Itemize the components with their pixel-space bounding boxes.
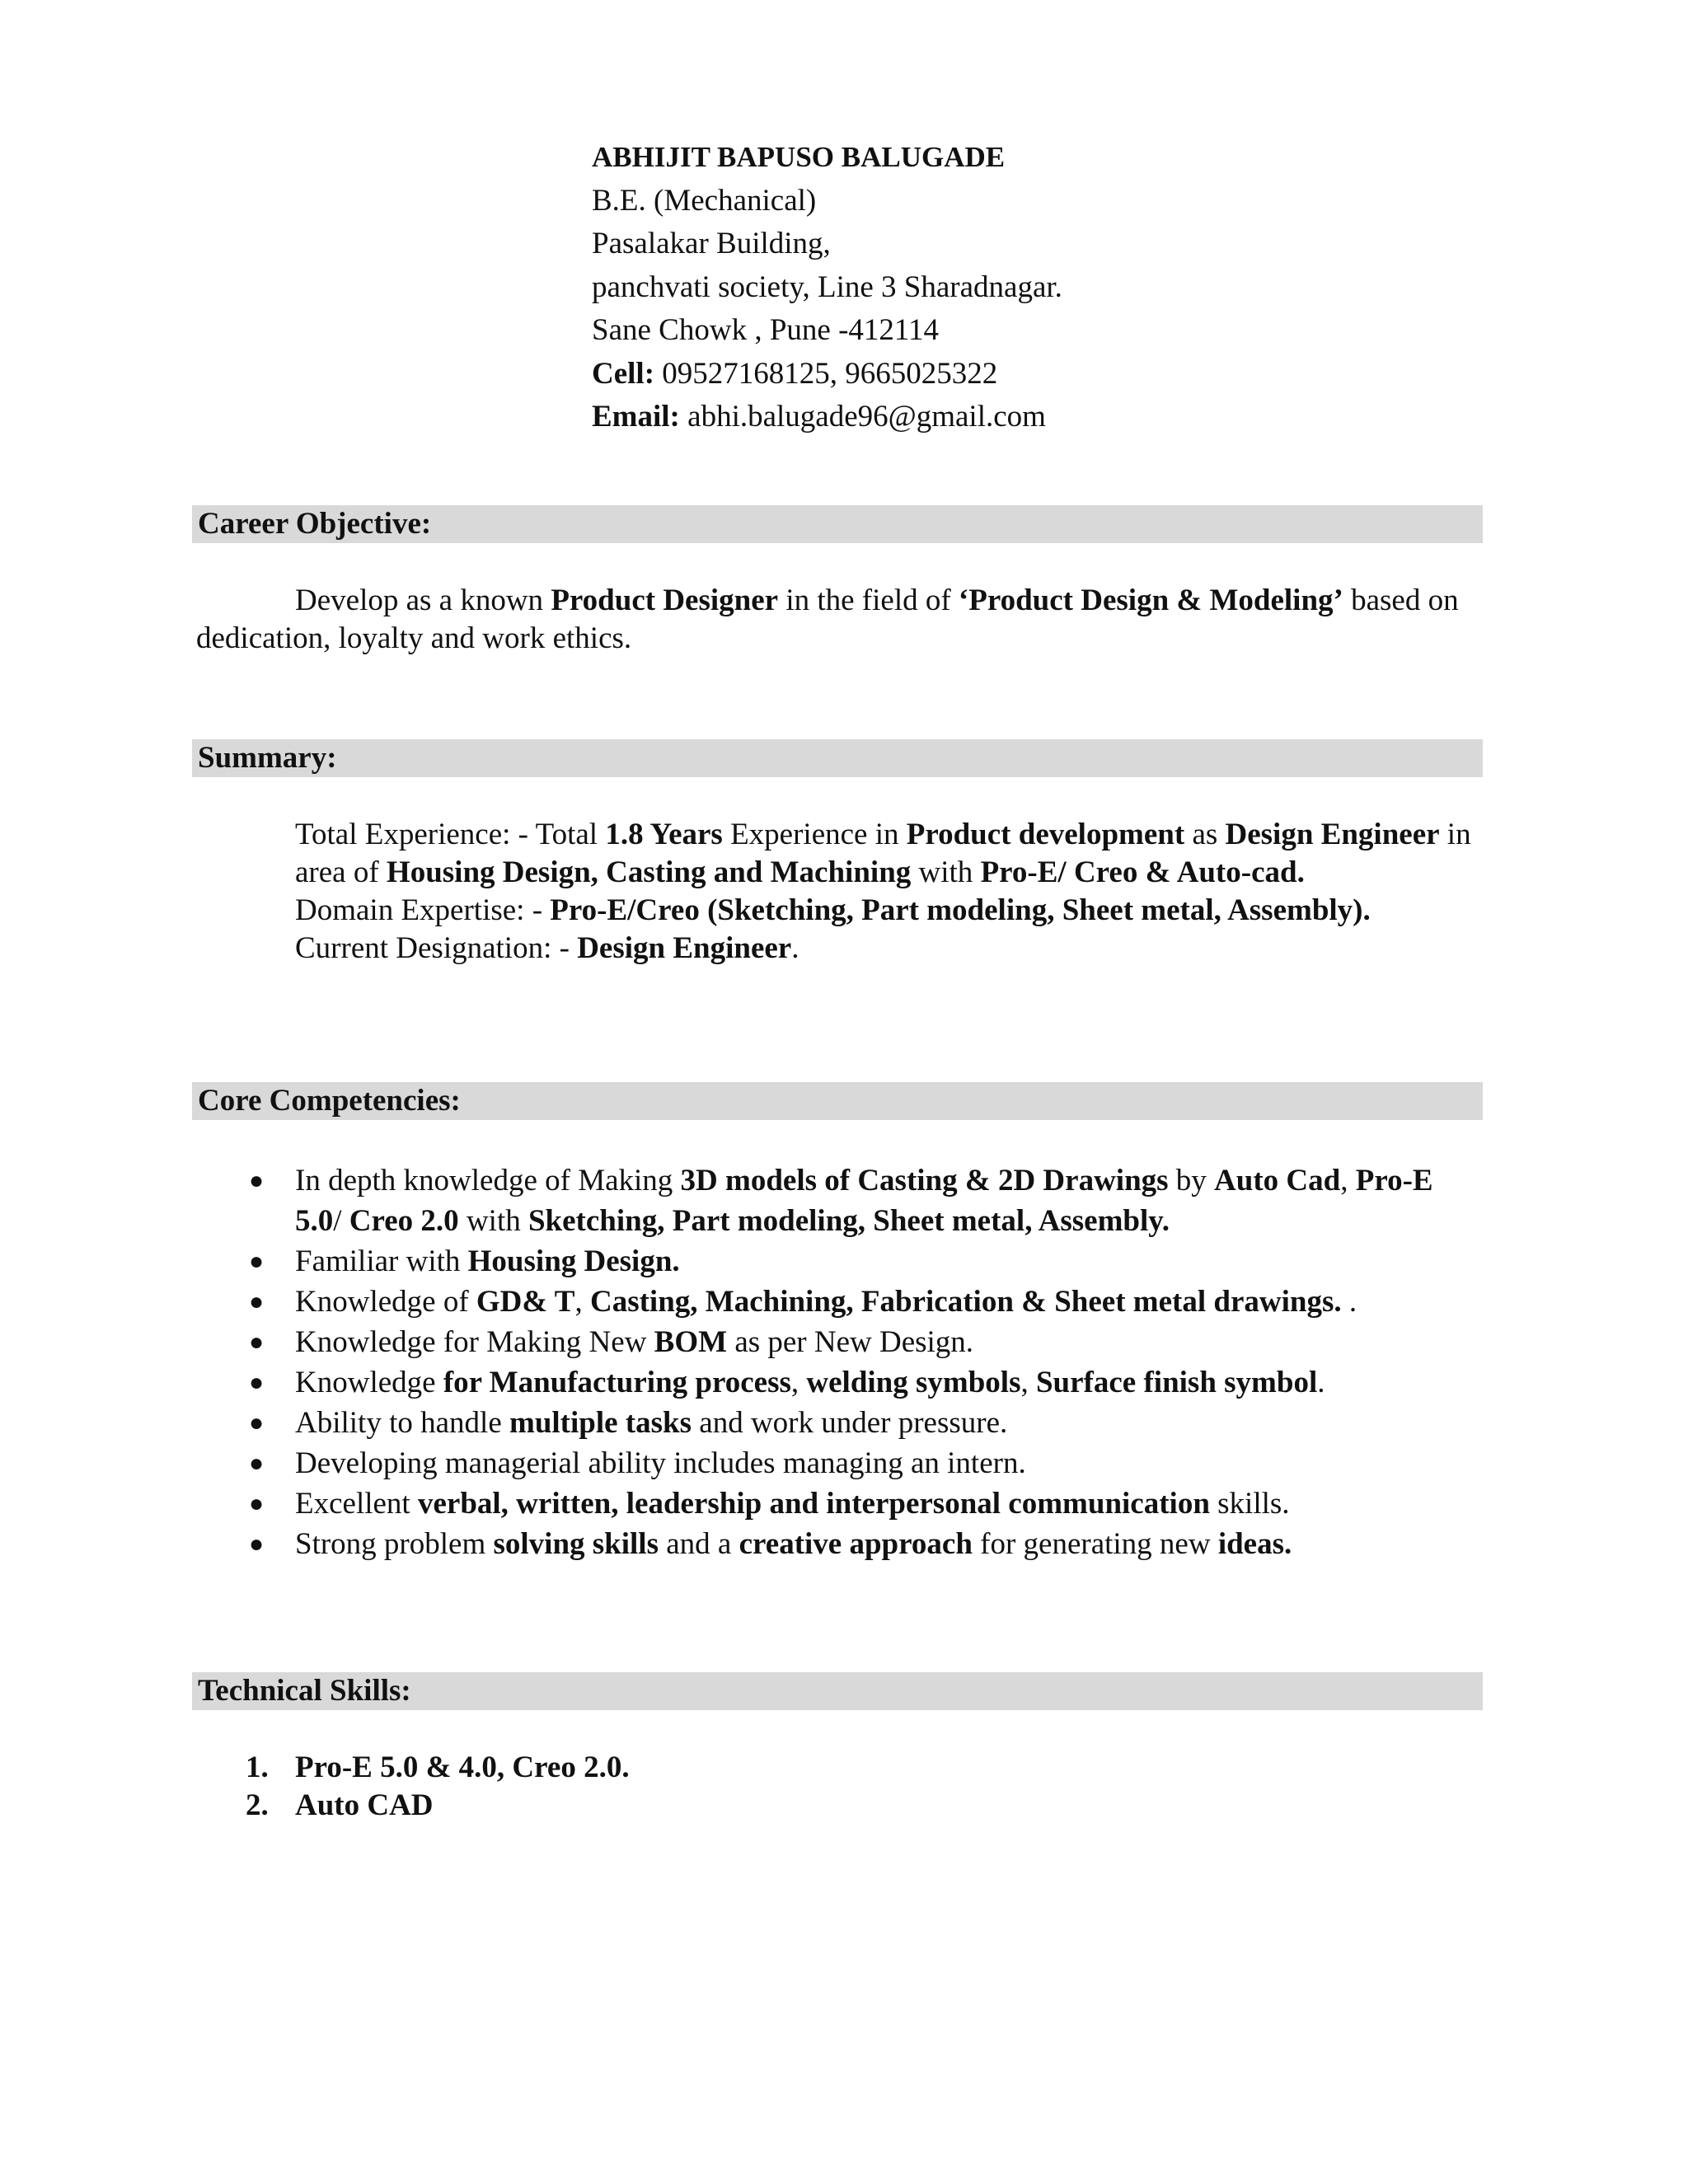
objective-bold-2: ‘Product Design & Modeling’: [958, 583, 1343, 617]
list-number: 2.: [246, 1788, 269, 1822]
item-bold: Creo 2.0: [349, 1204, 459, 1238]
exp-bold-1: 1.8 Years: [605, 818, 723, 851]
skill-text: Auto CAD: [295, 1788, 434, 1822]
candidate-name: ABHIJIT BAPUSO BALUGADE: [592, 141, 1006, 173]
item-bold: Pro-E 5.0: [295, 1164, 1433, 1238]
item-text: as per New Design.: [727, 1325, 974, 1359]
item-text: Ability to handle: [295, 1406, 509, 1440]
degree: B.E. (Mechanical): [592, 183, 817, 218]
bullet-icon: ●: [249, 1329, 265, 1356]
bullet-icon: ●: [249, 1530, 265, 1558]
cell-line: [592, 353, 1062, 396]
skill-text: Pro-E 5.0 & 4.0, Creo 2.0.: [295, 1750, 630, 1784]
cell-label: Cell:: [592, 356, 655, 391]
list-item: [246, 1749, 630, 1787]
item-bold: multiple tasks: [509, 1406, 692, 1440]
item-text: Familiar with: [295, 1244, 468, 1278]
exp-text-2: Experience in: [722, 818, 907, 851]
total-experience-line: [295, 816, 1482, 892]
summary-title: Summary:: [198, 741, 337, 775]
item-text: /: [333, 1204, 349, 1238]
career-objective-title: Career Objective:: [198, 507, 432, 541]
objective-text-1: Develop as a known: [295, 583, 551, 617]
item-text: .: [1341, 1285, 1357, 1319]
item-text: by: [1168, 1164, 1215, 1197]
exp-text-5: with: [911, 855, 981, 889]
exp-bold-4: Housing Design, Casting and Machining: [386, 855, 912, 889]
address-line-2: panchvati society, Line 3 Sharadnagar.: [592, 269, 1062, 304]
exp-text-1: Total Experience: - Total: [295, 818, 606, 851]
exp-text-3: as: [1184, 818, 1226, 851]
email-value: abhi.balugade96@gmail.com: [679, 400, 1046, 434]
item-bold: GD& T: [476, 1285, 575, 1319]
bullet-icon: ●: [249, 1248, 265, 1275]
technical-skills-title: Technical Skills:: [198, 1674, 411, 1708]
item-text: Knowledge for Making New: [295, 1325, 654, 1359]
email-line: [592, 396, 1062, 439]
bullet-icon: ●: [249, 1490, 265, 1517]
objective-text-3: based on dedication, loyalty and work ethics.: [196, 583, 1459, 655]
bullet-icon: ●: [249, 1450, 265, 1477]
item-bold: Casting, Machining, Fabrication & Sheet metal drawings.: [589, 1285, 1342, 1319]
item-text: for generating new: [972, 1527, 1218, 1561]
item-text: and a: [659, 1527, 739, 1561]
item-text: skills.: [1209, 1487, 1290, 1521]
item-bold: welding symbols: [806, 1366, 1021, 1399]
exp-bold-2: Product development: [906, 818, 1185, 851]
item-text: with: [458, 1204, 528, 1238]
item-text: .: [1317, 1366, 1325, 1399]
exp-text-4: in area of: [295, 818, 1471, 889]
list-item: [246, 1787, 630, 1825]
list-item: [249, 1524, 1482, 1564]
item-text: Developing managerial ability includes managing an intern.: [295, 1446, 1026, 1480]
item-bold: Housing Design.: [467, 1244, 680, 1278]
item-text: Excellent: [295, 1487, 418, 1521]
domain-text: Domain Expertise: -: [295, 893, 551, 927]
list-item: [249, 1362, 1482, 1403]
designation-text-2: .: [791, 931, 799, 965]
bullet-icon: ●: [249, 1167, 265, 1194]
technical-skills-list: [246, 1749, 630, 1825]
list-item: [249, 1282, 1482, 1322]
list-number: 1.: [246, 1750, 269, 1784]
item-bold: for Manufacturing process: [443, 1366, 791, 1399]
item-text: ,: [1340, 1164, 1356, 1197]
list-item: [249, 1483, 1482, 1524]
exp-bold-5: Pro-E/ Creo & Auto-cad.: [980, 855, 1305, 889]
item-text: ,: [790, 1366, 807, 1399]
item-bold: creative approach: [738, 1527, 973, 1561]
career-objective-text: [196, 582, 1482, 658]
bullet-icon: ●: [249, 1369, 265, 1396]
list-item: [249, 1322, 1482, 1362]
item-bold: Auto Cad: [1214, 1164, 1341, 1197]
core-competencies-title: Core Competencies:: [198, 1084, 461, 1118]
exp-bold-3: Design Engineer: [1225, 818, 1440, 851]
contact-header: [592, 136, 1062, 439]
bullet-icon: ●: [249, 1409, 265, 1436]
cell-value: 09527168125, 9665025322: [654, 356, 998, 391]
email-label: Email:: [592, 400, 680, 434]
item-bold: Sketching, Part modeling, Sheet metal, Assembly.: [528, 1204, 1170, 1238]
item-text: Strong problem: [295, 1527, 494, 1561]
item-text: In depth knowledge of Making: [295, 1164, 681, 1197]
item-bold: 3D models of Casting & 2D Drawings: [680, 1164, 1169, 1197]
address-line-3: Sane Chowk , Pune -412114: [592, 313, 940, 347]
list-item: [249, 1160, 1482, 1241]
item-text: Knowledge of: [295, 1285, 476, 1319]
address-line-1: Pasalakar Building,: [592, 227, 831, 260]
current-designation-line: [295, 930, 1482, 968]
item-text: ,: [574, 1285, 590, 1319]
domain-bold: Pro-E/Creo (Sketching, Part modeling, Sheet metal, Assembly).: [550, 893, 1371, 927]
list-item: [249, 1443, 1482, 1483]
item-text: and work under pressure.: [692, 1406, 1008, 1440]
item-bold: Surface finish symbol: [1035, 1366, 1318, 1399]
competencies-list: [249, 1160, 1482, 1564]
item-bold: BOM: [654, 1325, 728, 1359]
item-text: ,: [1020, 1366, 1036, 1399]
objective-bold-1: Product Designer: [551, 583, 779, 617]
objective-text-2: in the field of: [778, 583, 959, 617]
bullet-icon: ●: [249, 1288, 265, 1315]
item-bold: solving skills: [493, 1527, 659, 1561]
list-item: [249, 1241, 1482, 1282]
domain-expertise-line: [295, 892, 1482, 930]
list-item: [249, 1403, 1482, 1443]
item-text: Knowledge: [295, 1366, 443, 1399]
item-bold: verbal, written, leadership and interpersonal communication: [417, 1487, 1210, 1521]
designation-bold: Design Engineer: [577, 931, 792, 965]
designation-text-1: Current Designation: -: [295, 931, 578, 965]
item-bold: ideas.: [1217, 1527, 1292, 1561]
summary-bar: [192, 739, 1483, 777]
summary-block: [295, 816, 1482, 968]
